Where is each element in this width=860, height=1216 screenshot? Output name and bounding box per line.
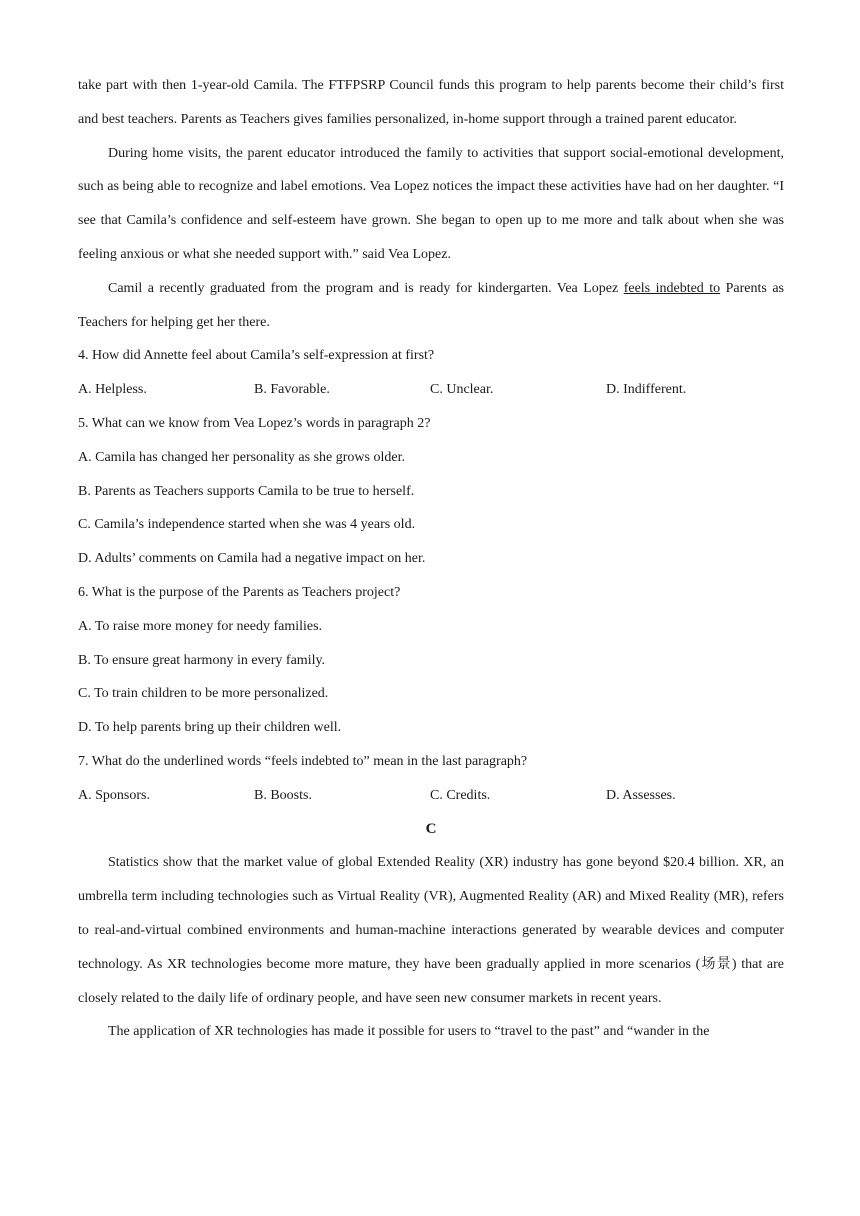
- option-c: C. To train children to be more personalized.: [78, 686, 329, 702]
- underlined-phrase: feels indebted to: [623, 280, 721, 296]
- option-d: D. To help parents bring up their children well.: [78, 720, 342, 736]
- section-c-paragraph-1: Statistics show that the market value of global Extended Reality (XR) industry has gone beyond $20.4 billion. XR, an umbrella term including technologies such as Virtual Reality (VR), Augmented Reality (AR) and Mixed Reality (MR), refers to real-and-virtual combined environments and human-machine interactions generated by wearable devices and computer technology. As XR technologies become more mature, they have been gradually applied in more scenarios (场景) that are closely related to the daily life of ordinary people, and have seen new consumer markets in recent years.: [78, 855, 784, 1006]
- option-c: C. Credits.: [430, 787, 491, 803]
- option-a: A. Helpless.: [78, 382, 147, 398]
- option-d: D. Assesses.: [606, 787, 676, 803]
- question-stem: 6. What is the purpose of the Parents as Teachers project?: [78, 584, 401, 600]
- document-page: [78, 69, 784, 1049]
- options-row: [78, 373, 784, 407]
- option-b: B. Boosts.: [254, 787, 312, 803]
- paragraph-3-text-end: Parents as Teachers for helping get her there.: [78, 280, 784, 330]
- passage-b-paragraph-3: [78, 272, 784, 340]
- question-stem: 4. How did Annette feel about Camila’s self-expression at first?: [78, 348, 435, 364]
- option-b: B. To ensure great harmony in every family.: [78, 652, 326, 668]
- paragraph-3-text-start: Camil a recently graduated from the program and is ready for kindergarten. Vea Lopez: [108, 280, 624, 296]
- question-4: [78, 339, 784, 407]
- section-c-paragraph-2: The application of XR technologies has made it possible for users to “travel to the past” and “wander in the: [108, 1024, 710, 1040]
- options-row: [78, 779, 784, 813]
- option-b: B. Favorable.: [254, 382, 330, 398]
- option-c: C. Camila’s independence started when she was 4 years old.: [78, 517, 416, 533]
- section-title: C: [425, 820, 437, 837]
- option-c: C. Unclear.: [430, 382, 494, 398]
- option-a: A. To raise more money for needy families.: [78, 618, 323, 634]
- option-a: A. Sponsors.: [78, 787, 150, 803]
- passage-b-paragraph-1: take part with then 1-year-old Camila. The FTFPSRP Council funds this program to help parents become their child’s first and best teachers. Parents as Teachers gives families personalized, in-home support through a trained parent educator.: [78, 78, 784, 127]
- passage-b-paragraph-2: During home visits, the parent educator introduced the family to activities that support social-emotional development, such as being able to recognize and label emotions. Vea Lopez notices the impact these activities have had on her daughter. “I see that Camila’s confidence and self-esteem have grown. She began to open up to me more and talk about when she was feeling anxious or what she needed support with.” said Vea Lopez.: [78, 145, 784, 262]
- option-b: B. Parents as Teachers supports Camila to be true to herself.: [78, 483, 415, 499]
- question-6: [78, 576, 784, 745]
- question-stem: 7. What do the underlined words “feels indebted to” mean in the last paragraph?: [78, 753, 528, 769]
- option-d: D. Adults’ comments on Camila had a negative impact on her.: [78, 551, 426, 567]
- question-stem: 5. What can we know from Vea Lopez’s words in paragraph 2?: [78, 415, 431, 431]
- question-7: [78, 745, 784, 813]
- option-d: D. Indifferent.: [606, 382, 687, 398]
- option-a: A. Camila has changed her personality as she grows older.: [78, 449, 405, 465]
- question-5: [78, 407, 784, 576]
